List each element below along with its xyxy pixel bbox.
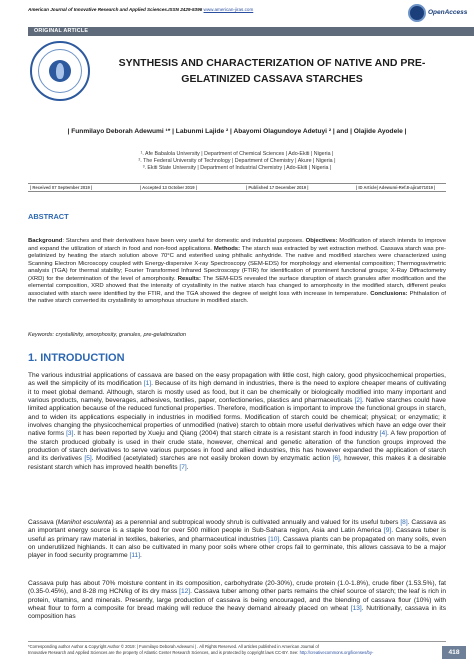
citation-link[interactable]: [3] bbox=[66, 430, 74, 438]
abstract-heading: ABSTRACT bbox=[28, 212, 69, 221]
p3-text: Cassava pulp has about 70% moisture content in its composition, carbohydrate (20-30%), crude protein (1.0-1.8%), crude fiber (1.53.5%), fat (0.35-0.45%), and 8-28 mg HCN/kg of its dry mass bbox=[28, 580, 446, 596]
citation-link[interactable]: [2] bbox=[354, 397, 362, 405]
p1-text: . Because of its high demand in industries, there is the need to explore cheaper means of cultivating it to meet global demand. Although, starch is mostly used as food, but it can be chemically or biologically modified into many important and various products, namely, beverages, adhesives, textiles, paper, confectioneries, plastics and pharmaceuticals bbox=[28, 380, 446, 405]
intro-paragraph-2 bbox=[28, 519, 446, 561]
conclusions-label: Conclusions: bbox=[370, 290, 408, 297]
journal-name: American Journal of Innovative Research and Applied Sciences.ISSN 2429-5396 bbox=[28, 7, 203, 12]
objectives-label: Objectives: bbox=[305, 238, 338, 244]
citation-link[interactable]: [1] bbox=[143, 380, 152, 388]
p2-text: . Cassava as an important energy source is a staple food for over 500 million people in Sub-Sahara region, Asia and Latin America bbox=[28, 519, 446, 535]
p2-text: . Cassava plants can be propagated on many soils, even on underutilized highlands. It can also be cultivated in many poor soils where other crops fail to germinate, this allows cassava to be a major player in food security programme bbox=[28, 535, 446, 560]
p1-text: , however, this makes it a desirable resistant starch which has improved health benefits bbox=[28, 455, 446, 471]
date-accepted: | Accepted 13 October 2019 | bbox=[140, 185, 197, 190]
author-list: | Funmilayo Deborah Adewumi ¹* | Labunmi Lajide ² | Abayomi Olagundoye Adetuyi ² | and | Olajide Ayodele | bbox=[67, 128, 407, 135]
p2-text: . Cassava tuber is useful as primary raw material in textiles, bakeries, and pharmaceutical industries bbox=[28, 527, 447, 543]
results-label: Results: bbox=[177, 275, 201, 282]
seal-leaf-icon bbox=[56, 63, 64, 79]
footer-line-2 bbox=[28, 650, 428, 656]
footer-line-2-text: Innovative Research and Applied Sciences are the property of Atlantic Center Research Sciences, and is protected by copyright laws CC-BY. See: bbox=[28, 649, 300, 655]
intro-paragraph-1 bbox=[28, 372, 446, 472]
footer-copyright bbox=[28, 644, 428, 655]
footer-line-1: *Corresponding author Author & Copyright Author © 2019: | Funmilayo Deborah Adewumi | . All Rights Reserved. All articles published in American Journal of bbox=[28, 644, 319, 649]
title-line-2: GELATINIZED CASSAVA STARCHES bbox=[181, 73, 363, 85]
species-name: Manihot esculenta bbox=[57, 519, 112, 526]
objectives-text: Modification of starch intends to improve and expand the utilization of starch in food and non-food applications. bbox=[28, 238, 446, 252]
journal-seal-icon bbox=[30, 41, 90, 101]
date-published: | Published 17 December 2019 | bbox=[246, 185, 309, 190]
citation-link[interactable]: [4] bbox=[379, 430, 388, 438]
p1-text: . bbox=[186, 463, 189, 471]
journal-url-link[interactable]: www.american-jiras.com bbox=[203, 7, 254, 12]
keywords: Keywords: crystallinity, amorphosity, granules, pre-gelatinization bbox=[28, 332, 187, 338]
p2-text: ) as a perennial and subtropical woody shrub is cultivated annually and valued for its useful tubers bbox=[111, 519, 401, 526]
footer-divider bbox=[28, 641, 446, 642]
p3-text: . Nutritionally, cassava in its composition has bbox=[28, 605, 446, 621]
background-text: : Starches and their derivatives have been very useful for domestic and industrial purposes. bbox=[62, 238, 304, 244]
p1-text: The various industrial applications of cassava are based on the easy propagation with little cost, high calory, good physicochemical properties, as well the simplicity of its modification bbox=[28, 372, 446, 388]
p1-text: . It has been reported by Xueju and Qiang (2004) that starch citrate is a resistant starch in food industry bbox=[73, 430, 380, 438]
open-access-circle-icon bbox=[408, 4, 426, 22]
title-line-1: SYNTHESIS AND CHARACTERIZATION OF NATIVE AND PRE- bbox=[118, 57, 426, 69]
article-id: | ID Article| Adewumi-Ref.8-ajira071019 | bbox=[356, 185, 436, 190]
citation-link[interactable]: [10] bbox=[268, 535, 280, 543]
citation-link[interactable]: [13] bbox=[350, 605, 362, 613]
open-access-logo-icon bbox=[408, 4, 468, 24]
methods-label: Methods: bbox=[213, 245, 241, 252]
p2-text: . bbox=[140, 552, 142, 560]
affiliation-2: ². The Federal University of Technology | Department of Chemistry | Akure | Nigeria | bbox=[138, 158, 336, 164]
citation-link[interactable]: [6] bbox=[332, 455, 340, 463]
introduction-heading: 1. INTRODUCTION bbox=[28, 352, 125, 364]
p3-text: . Cassava tuber among other parts remains the chief source of starch; the leaf is rich in protein, vitamins, and minerals. Presently, large production of cassava is being encouraged, and the blending of cassava flour (10%) with wheat flour to form a composite for bread making will reduce the heavy demand already placed on wheat bbox=[28, 588, 446, 613]
citation-link[interactable]: [5] bbox=[84, 455, 92, 463]
background-label: Background bbox=[28, 238, 63, 244]
citation-link[interactable]: [8] bbox=[400, 519, 408, 526]
article-title bbox=[102, 55, 442, 87]
p2-text: Cassava ( bbox=[28, 519, 58, 526]
citation-link[interactable]: [11] bbox=[129, 552, 141, 560]
journal-header-line bbox=[28, 7, 253, 12]
affiliation-3: ³. Ekiti State University | Department of Industrial Chemistry | Ado-Ekiti | Nigeria | bbox=[142, 165, 332, 171]
results-text: The SEM-EDS revealed the surface disruption of starch granules after modification and the elemental composition, XRD showed that the intensity of crystallinity in the native starch has changed to amorphosity in the modified starch, different peaks associated with starch were identified by the FTIR, and the TGA showed the degree of weight loss with increase in temperature. bbox=[28, 275, 447, 297]
conclusions-text: Phthalation of the native starch converted its crystallinity to amorphous structure in modified starch. bbox=[28, 290, 447, 305]
page-number: 418 bbox=[442, 646, 466, 659]
p1-text: . A few proportion of the starch produced globally is used in their crude state, however, chemical and genetic alteration of the function groups improved the production of starch derivatives to serve various purposes in food and allied industries, this has however expanded the application of starch and its derivatives bbox=[28, 430, 446, 463]
date-received: | Received 07 September 2019 | bbox=[30, 185, 93, 190]
section-label: ORIGINAL ARTICLE bbox=[34, 28, 89, 34]
citation-link[interactable]: [7] bbox=[179, 463, 187, 471]
citation-link[interactable]: [12] bbox=[179, 588, 191, 596]
section-bar bbox=[28, 27, 474, 36]
p1-text: . Native starches could have limited application because of the reduced functional properties. Therefore, modification is important to improve the functional groups in starch, and to widen its applications especially in industries in modified forms. Modification of starch could be chemical; physical; or enzymatic; it involves changing the physicochemical properties of unmodified (native) starch to obtain more useful derivatives which have an edge over their native forms bbox=[28, 397, 446, 438]
citation-link[interactable]: [9] bbox=[383, 527, 392, 535]
methods-text: The starch was extracted by wet extraction method. Cassava starch was pre-gelatinized by heating the starch solution above 70°C and esterified using phthalic anhydride. The native and modified starches were characterized using Scanning Electron Microscopy coupled with Energy-dispersive X-ray Spectroscopy (SEM-EDS) for morphology and elemental composition; Thermogravimetric analysis (TGA) for thermal stability; Fourier Transformed Infrared Spectroscopy (FTIR) for identification of prominent functional groups; X-Ray Diffractometry (XRD) for the determination of the level of amorphosity. bbox=[28, 245, 446, 282]
abstract-body bbox=[28, 238, 446, 306]
article-dates-bar bbox=[28, 183, 446, 192]
open-access-label: OpenAccess bbox=[428, 9, 468, 16]
intro-paragraph-3 bbox=[28, 580, 446, 622]
license-link[interactable]: http://creativecommons.org/licenses/by- bbox=[299, 649, 374, 655]
affiliation-1: ¹. Afe Babalola University | Department of Chemical Sciences | Ado-Ekiti | Nigeria | bbox=[140, 151, 334, 157]
p1-text: . Modified (acetylated) starches are not easily broken down by enzymatic action bbox=[91, 455, 333, 463]
